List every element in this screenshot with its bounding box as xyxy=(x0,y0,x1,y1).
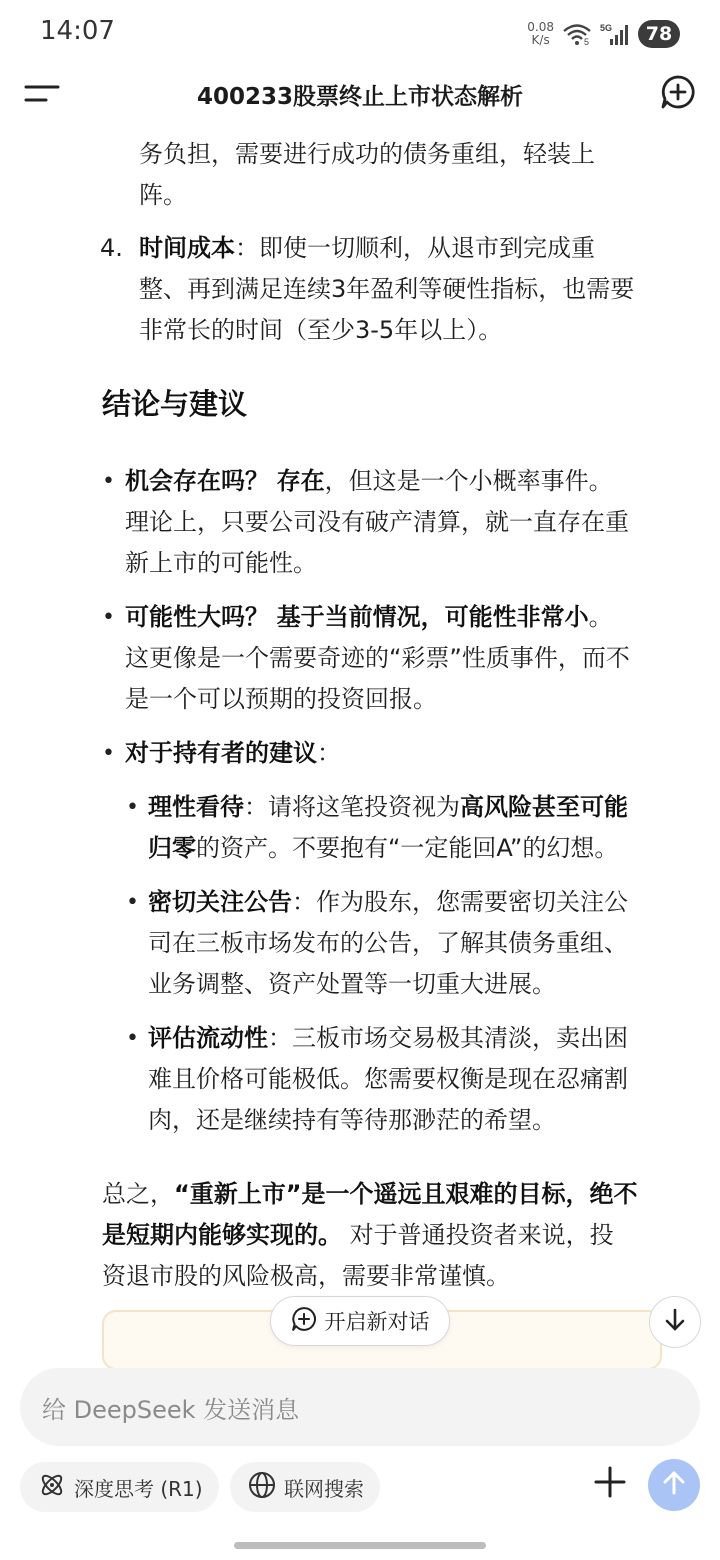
wifi-icon xyxy=(562,21,592,47)
net-speed-value: 0.08 xyxy=(527,20,554,34)
list-item: 时间成本：即使一切顺利，从退市到完成重 xyxy=(139,234,595,262)
sub-bullet-dot: • xyxy=(126,795,139,820)
list-item: 对于持有者的建议： xyxy=(125,739,341,767)
status-bar xyxy=(0,0,720,68)
sub-bullet-dot: • xyxy=(126,890,139,915)
paragraph-line: 务负担，需要进行成功的债务重组，轻装上 xyxy=(139,140,595,168)
summary-line: 是短期内能够实现的。 对于普通投资者来说，投 xyxy=(102,1221,614,1249)
new-chat-button[interactable] xyxy=(270,1296,450,1346)
sub-list-item: 评估流动性：三板市场交易极其清淡，卖出困 xyxy=(148,1024,628,1052)
bullet-dot: • xyxy=(102,605,115,630)
sub-list-item-line: 司在三板市场发布的公告，了解其债务重组、 xyxy=(148,929,628,957)
net-speed-unit: K/s xyxy=(531,33,550,47)
sub-bullet-dot: • xyxy=(126,1026,139,1051)
list-item-line: 这更像是一个需要奇迹的“彩票”性质事件，而不 xyxy=(125,644,630,672)
list-number: 4. xyxy=(100,234,123,262)
attach-button[interactable] xyxy=(588,1462,632,1506)
net-speed xyxy=(527,21,554,47)
list-item-line: 理论上，只要公司没有破产清算，就一直存在重 xyxy=(125,508,629,536)
message-input-placeholder: 给 DeepSeek 发送消息 xyxy=(42,1395,300,1424)
list-item: 机会存在吗？ 存在，但这是一个小概率事件。 xyxy=(125,467,613,495)
status-icons xyxy=(527,16,680,52)
sub-list-item-line: 难且价格可能极低。您需要权衡是现在忍痛割 xyxy=(148,1065,628,1093)
sub-list-item: 理性看待：请将这笔投资视为高风险甚至可能 xyxy=(148,793,628,821)
message-input[interactable] xyxy=(20,1368,700,1446)
cell-signal-icon xyxy=(600,21,630,47)
paragraph-line: 阵。 xyxy=(139,181,187,209)
list-item-line: 整、再到满足连续3年盈利等硬性指标，也需要 xyxy=(139,275,635,303)
web-search-button[interactable] xyxy=(230,1462,380,1512)
globe-icon xyxy=(248,1471,276,1504)
arrow-up-icon xyxy=(660,1469,688,1501)
sub-list-item-line: 肉，还是继续持有等待那渺茫的希望。 xyxy=(148,1106,556,1134)
scroll-down-button[interactable] xyxy=(649,1296,701,1348)
atom-icon xyxy=(38,1471,66,1504)
home-indicator[interactable] xyxy=(234,1542,486,1549)
send-button[interactable] xyxy=(648,1459,700,1511)
section-heading: 结论与建议 xyxy=(102,387,248,421)
chat-header xyxy=(0,68,720,122)
add-chat-icon[interactable] xyxy=(660,74,696,110)
deep-think-label: 深度思考 (R1) xyxy=(74,1476,203,1501)
bullet-dot: • xyxy=(102,741,115,766)
svg-text:5G: 5G xyxy=(600,23,613,33)
list-item-line: 新上市的可能性。 xyxy=(125,549,317,577)
battery-level: 78 xyxy=(638,20,680,48)
status-time: 14:07 xyxy=(40,16,115,46)
new-chat-label: 开启新对话 xyxy=(324,1310,430,1334)
deep-think-button[interactable] xyxy=(20,1462,219,1512)
sub-list-item: 密切关注公告：作为股东，您需要密切关注公 xyxy=(148,888,628,916)
sub-list-item-line: 归零的资产。不要抱有“一定能回A”的幻想。 xyxy=(148,834,619,862)
summary-line: 资退市股的风险极高，需要非常谨慎。 xyxy=(102,1262,510,1290)
page-title: 400233股票终止上市状态解析 xyxy=(196,84,524,110)
add-chat-icon xyxy=(291,1306,317,1337)
summary-paragraph: 总之，“重新上市”是一个遥远且艰难的目标，绝不 xyxy=(102,1180,638,1208)
plus-icon xyxy=(593,1465,627,1503)
bullet-dot: • xyxy=(102,469,115,494)
svg-text:5: 5 xyxy=(584,37,590,46)
list-item-line: 非常长的时间（至少3-5年以上）。 xyxy=(139,316,503,344)
list-item-line: 是一个可以预期的投资回报。 xyxy=(125,685,437,713)
chat-content xyxy=(0,124,720,1352)
arrow-down-icon xyxy=(662,1307,688,1337)
list-item: 可能性大吗？ 基于当前情况，可能性非常小。 xyxy=(125,603,613,631)
sub-list-item-line: 业务调整、资产处置等一切重大进展。 xyxy=(148,970,556,998)
web-search-label: 联网搜索 xyxy=(284,1476,364,1501)
